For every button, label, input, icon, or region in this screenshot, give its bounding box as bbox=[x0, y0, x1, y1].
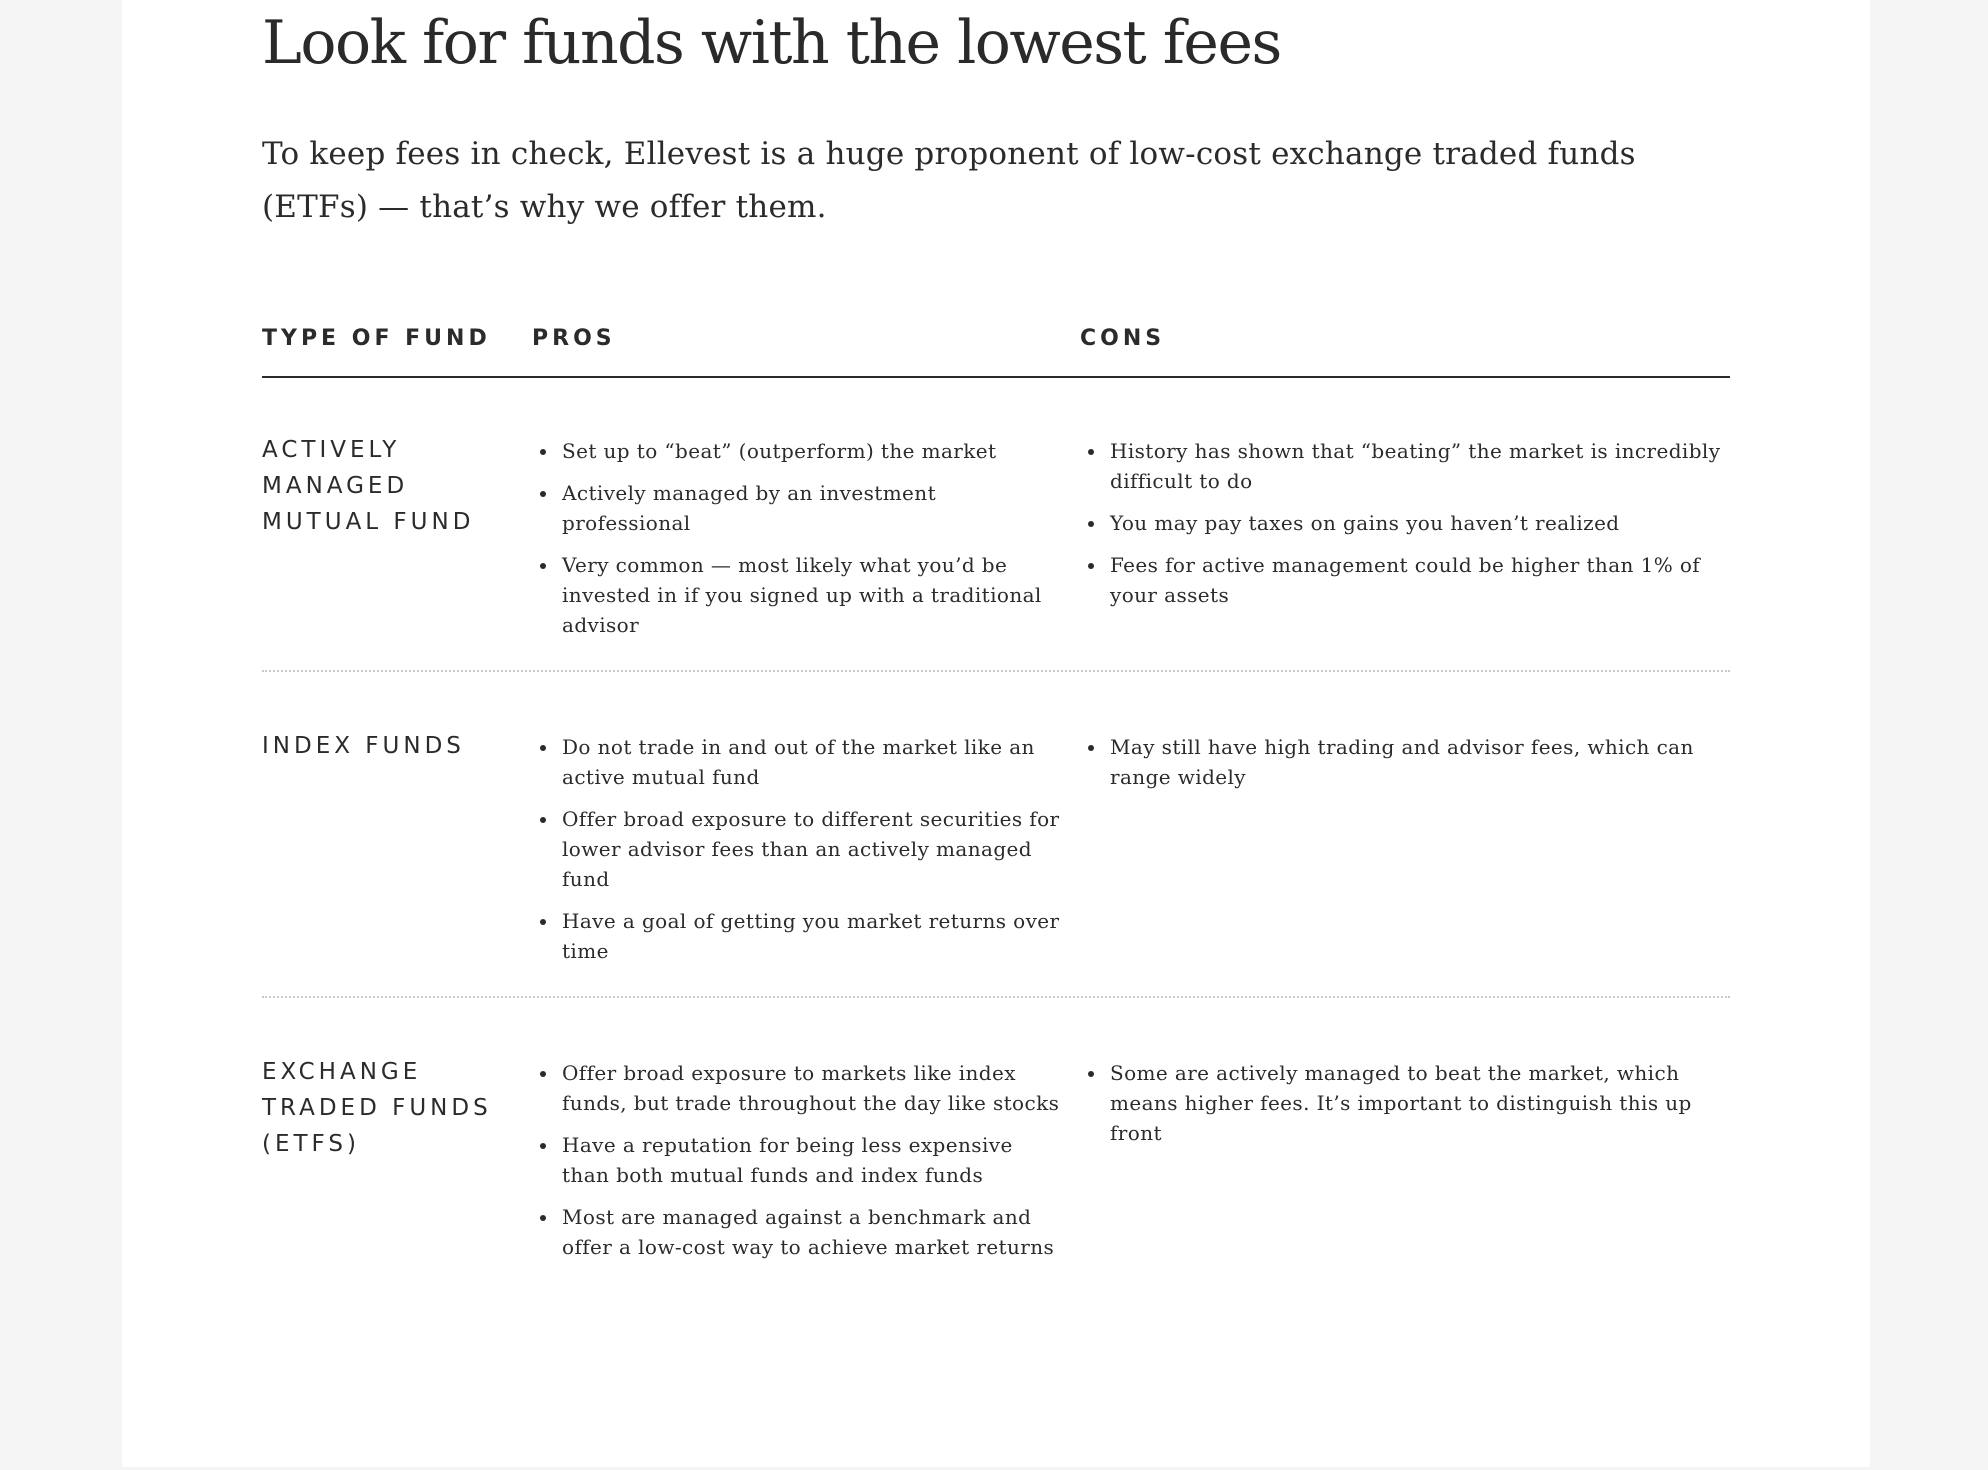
header-type-of-fund: TYPE OF FUND bbox=[262, 326, 491, 351]
page-title: Look for funds with the lowest fees bbox=[262, 8, 1281, 78]
header-cons: CONS bbox=[1080, 326, 1166, 351]
list-item: Offer broad exposure to markets like index funds, but trade throughout the day like stocks bbox=[562, 1058, 1062, 1118]
table-header bbox=[262, 320, 1730, 378]
list-item: May still have high trading and advisor fees, which can range widely bbox=[1110, 732, 1730, 792]
cons-list bbox=[1080, 436, 1730, 622]
fund-type-label: INDEX FUNDS bbox=[262, 733, 465, 759]
table-row bbox=[262, 378, 1730, 672]
article-page bbox=[122, 0, 1870, 1467]
pros-list bbox=[532, 436, 1062, 652]
pros-list bbox=[532, 732, 1062, 978]
list-item: Do not trade in and out of the market like an active mutual fund bbox=[562, 732, 1062, 792]
list-item: Have a goal of getting you market returns over time bbox=[562, 906, 1062, 966]
pros-list bbox=[532, 1058, 1062, 1274]
fund-type-label: ACTIVELY MANAGED MUTUAL FUND bbox=[262, 437, 475, 535]
list-item: Offer broad exposure to different securities for lower advisor fees than an actively managed fund bbox=[562, 804, 1062, 894]
list-item: Very common — most likely what you’d be invested in if you signed up with a traditional advisor bbox=[562, 550, 1062, 640]
table-row bbox=[262, 672, 1730, 998]
intro-paragraph: To keep fees in check, Ellevest is a huge proponent of low-cost exchange traded funds (ETFs) — that’s why we offer them. bbox=[262, 136, 1636, 225]
list-item: Some are actively managed to beat the market, which means higher fees. It’s important to distinguish this up front bbox=[1110, 1058, 1730, 1148]
list-item: Most are managed against a benchmark and offer a low-cost way to achieve market returns bbox=[562, 1202, 1062, 1262]
header-pros: PROS bbox=[532, 326, 616, 351]
list-item: Fees for active management could be higher than 1% of your assets bbox=[1110, 550, 1730, 610]
cons-list bbox=[1080, 732, 1730, 804]
list-item: Have a reputation for being less expensive than both mutual funds and index funds bbox=[562, 1130, 1062, 1190]
list-item: You may pay taxes on gains you haven’t realized bbox=[1110, 508, 1730, 538]
list-item: Set up to “beat” (outperform) the market bbox=[562, 436, 1062, 466]
list-item: Actively managed by an investment professional bbox=[562, 478, 1062, 538]
cons-list bbox=[1080, 1058, 1730, 1160]
table-row bbox=[262, 998, 1730, 1358]
fund-comparison-table bbox=[262, 320, 1730, 1358]
list-item: History has shown that “beating” the market is incredibly difficult to do bbox=[1110, 436, 1730, 496]
fund-type-label: EXCHANGE TRADED FUNDS (ETFS) bbox=[262, 1059, 492, 1157]
